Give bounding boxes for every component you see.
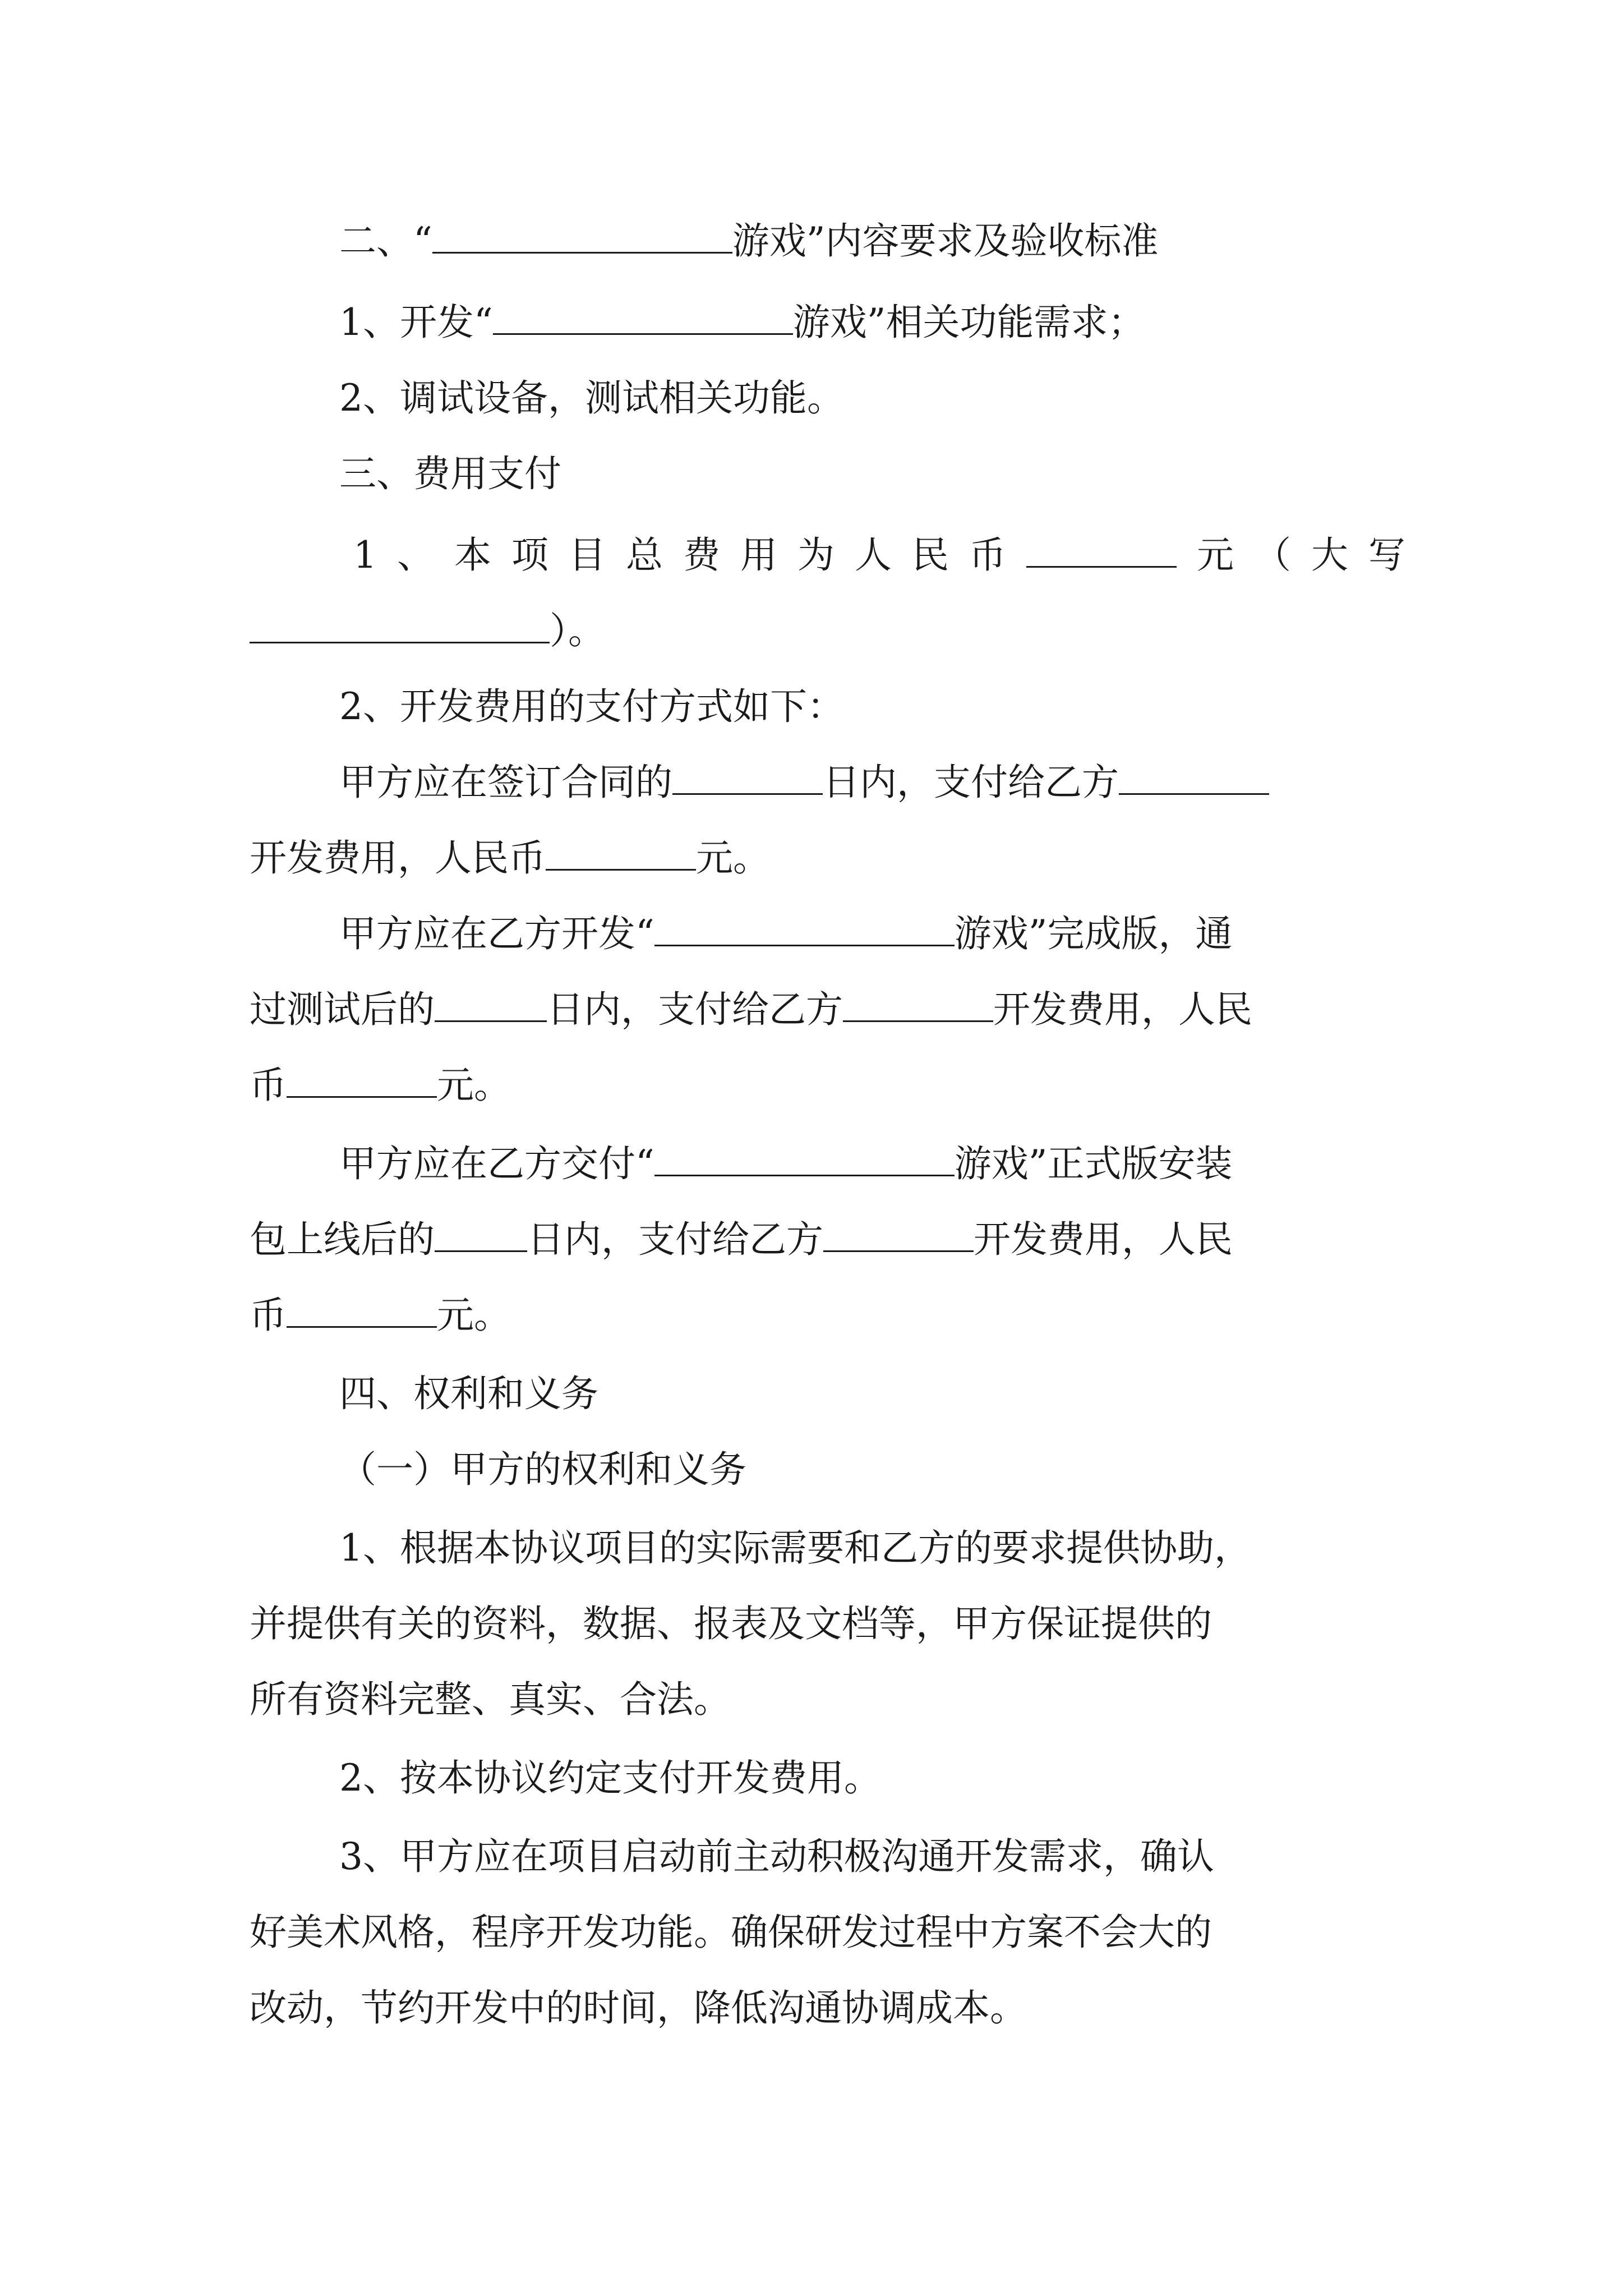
fill-blank (654, 938, 955, 946)
paragraph-line: 1、本项目总费用为人民币 元（大写 (353, 533, 1426, 577)
fill-blank (250, 635, 550, 643)
paragraph-line: 好美术风格，程序开发功能。确保研发过程中方案不会大的 (250, 1911, 1212, 1954)
paragraph-line: 所有资料完整、真实、合法。 (250, 1678, 731, 1721)
section-2-heading: 二、“ 游戏”内容要求及验收标准 (339, 219, 1159, 263)
paragraph-line: 并提供有关的资料，数据、报表及文档等，甲方保证提供的 (250, 1602, 1212, 1645)
fill-blank (432, 245, 732, 254)
paragraph-line: 开发费用，人民币 元。 (250, 836, 770, 880)
fill-blank (435, 1244, 527, 1252)
paragraph-line: 1、开发“ 游戏”相关功能需求； (339, 301, 1145, 344)
fill-blank (843, 1014, 993, 1022)
fill-blank (654, 1168, 955, 1176)
fill-blank (672, 786, 823, 795)
paragraph-line: 甲方应在乙方交付“ 游戏”正式版安装 (339, 1142, 1233, 1185)
fill-blank (493, 326, 793, 335)
paragraph-line: 2、按本协议约定支付开发费用。 (339, 1756, 881, 1800)
paragraph-line: 过测试后的 日内，支付给乙方 开发费用，人民 (250, 988, 1252, 1031)
fill-blank (546, 862, 696, 871)
paragraph-line: 甲方应在签订合同的 日内，支付给乙方 (339, 757, 1269, 808)
paragraph-line: ）。 (250, 606, 605, 656)
paragraph-line: 2、调试设备，测试相关功能。 (339, 376, 844, 420)
section-3-heading: 三、费用支付 (339, 452, 561, 495)
fill-blank (435, 1014, 547, 1022)
fill-blank (823, 1244, 974, 1252)
fill-blank (287, 1319, 437, 1328)
paragraph-line: 3、甲方应在项目启动前主动积极沟通开发需求，确认 (339, 1835, 1214, 1878)
paragraph-line: 币 元。 (250, 1064, 511, 1107)
paragraph-line: 甲方应在乙方开发“ 游戏”完成版，通 (339, 912, 1233, 955)
fill-blank (287, 1089, 437, 1098)
paragraph-line: 改动，节约开发中的时间，降低沟通协调成本。 (250, 1986, 1027, 2030)
paragraph-line: 包上线后的 日内，支付给乙方 开发费用，人民 (250, 1218, 1233, 1261)
subsection-heading: （一）甲方的权利和义务 (339, 1448, 746, 1491)
paragraph-line: 2、开发费用的支付方式如下： (339, 685, 844, 728)
section-4-heading: 四、权利和义务 (339, 1372, 598, 1415)
paragraph-line: 1、根据本协议项目的实际需要和乙方的要求提供协助， (339, 1526, 1251, 1570)
fill-blank (1119, 786, 1269, 795)
fill-blank (1026, 559, 1177, 568)
paragraph-line: 币 元。 (250, 1294, 511, 1337)
